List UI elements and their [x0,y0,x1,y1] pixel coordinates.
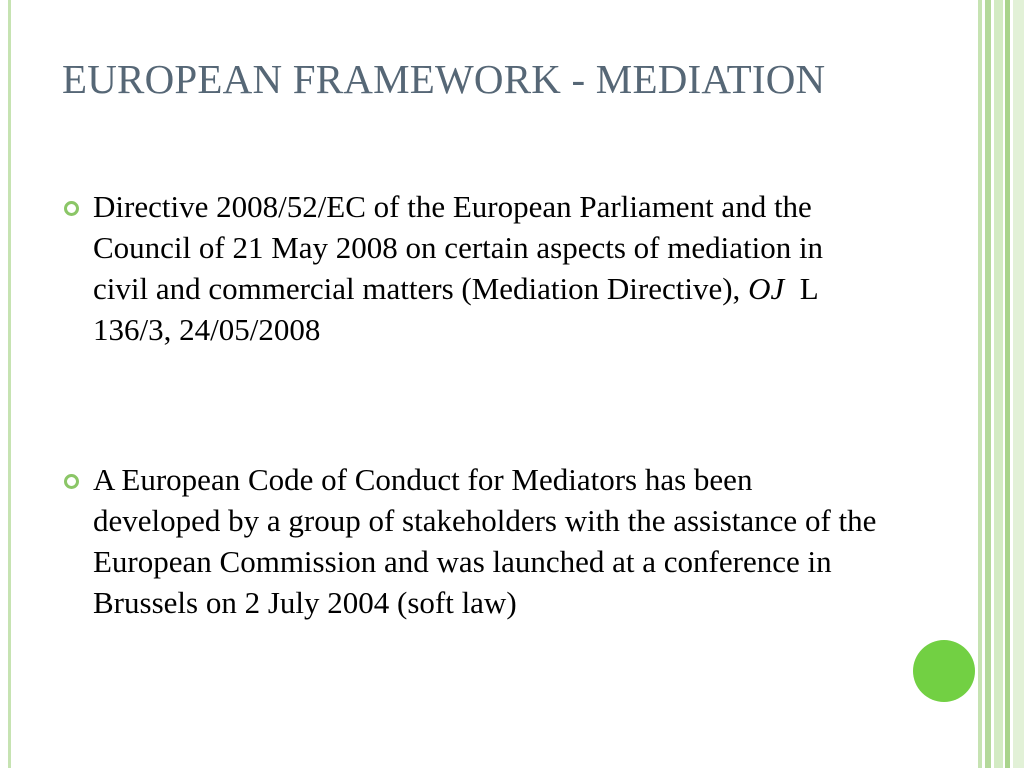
right-decorative-stripe [978,0,982,768]
bullet-circle-icon [64,474,79,489]
bullet-text: Directive 2008/52/EC of the European Parliament and the Council of 21 May 2008 on certain aspects of mediation in civil and commercial matters (Mediation Directive), [93,189,824,306]
right-decorative-stripe [994,0,1003,768]
bullet-circle-icon [64,201,79,216]
bullet-text: L 136/3, 24/05/2008 [93,271,826,347]
bullet-list [62,186,882,623]
decorative-green-circle [913,640,975,702]
right-decorative-stripe [985,0,991,768]
right-decorative-stripe [1005,0,1010,768]
bullet-item-code-of-conduct [62,459,882,623]
bullet-text: A European Code of Conduct for Mediators has been developed by a group of stakeholders with the assistance of the European Commission and was launched at a conference in Brussels on 2 July 2004 (soft law) [93,462,877,620]
bullet-item-directive [62,186,882,350]
bullet-text-italic: OJ [748,271,785,306]
right-decorative-stripe [1013,0,1024,768]
slide-title: EUROPEAN FRAMEWORK - MEDIATION [62,56,826,102]
left-decorative-stripe [8,0,11,768]
